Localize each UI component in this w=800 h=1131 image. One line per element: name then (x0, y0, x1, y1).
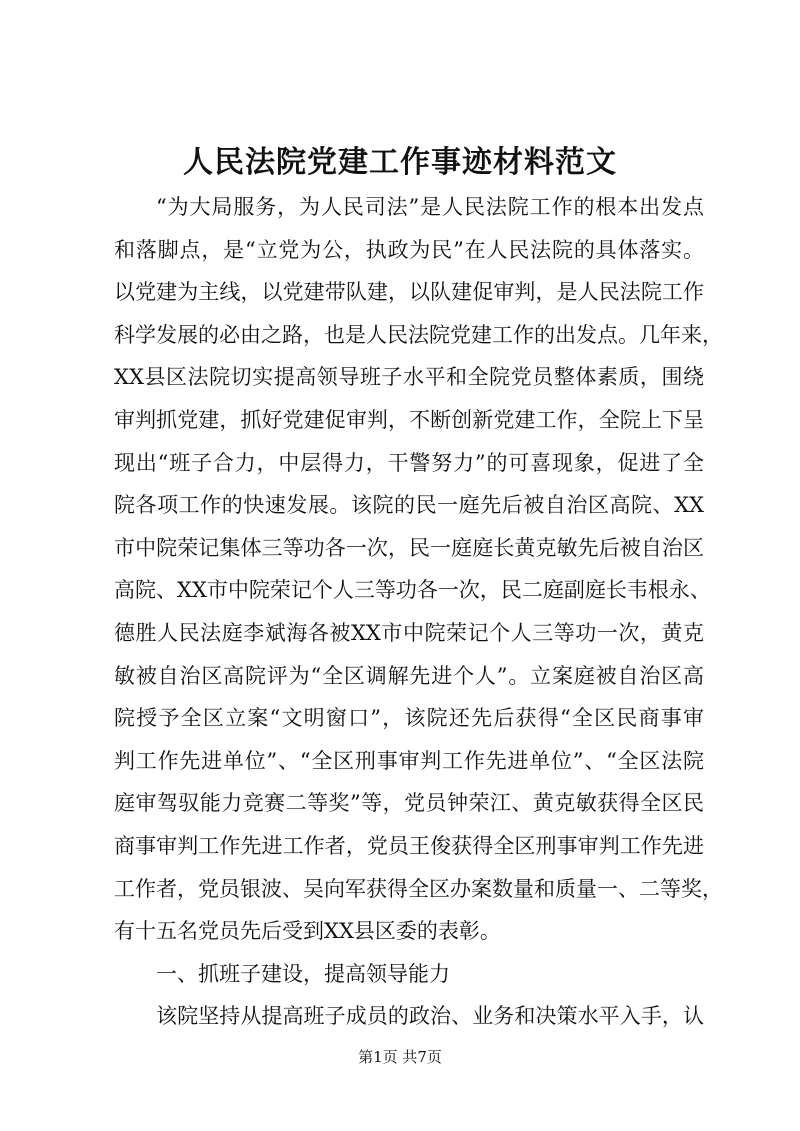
page-indicator: 第1页 共7页 (358, 1048, 442, 1066)
paragraph-line: “为大局服务，为人民司法”是人民法院工作的根本出发点 (156, 195, 704, 219)
paragraph-line: 商事审判工作先进工作者，党员王俊获得全区刑事审判工作先进 (114, 833, 704, 858)
paragraph-line: 科学发展的必由之路，也是人民法院党建工作的出发点。几年来， (114, 322, 723, 347)
paragraph-line: 德胜人民法庭李斌海各被XX市中院荣记个人三等功一次，黄克 (114, 620, 704, 645)
paragraph-line: 和落脚点，是“立党为公，执政为民”在人民法院的具体落实。 (114, 237, 704, 262)
paragraph-line: XX县区法院切实提高领导班子水平和全院党员整体素质，围绕 (114, 365, 704, 390)
section-heading: 一、抓班子建设，提高领导能力 (156, 961, 450, 986)
paragraph-line: 以党建为主线，以党建带队建，以队建促审判，是人民法院工作 (114, 280, 704, 305)
paragraph-line: 高院、XX市中院荣记个人三等功各一次，民二庭副庭长韦根永、 (114, 578, 711, 603)
paragraph-line: 有十五名党员先后受到XX县区委的表彰。 (114, 919, 501, 944)
paragraph-line: 工作者，党员银波、吴向军获得全区办案数量和质量一、二等奖， (114, 876, 723, 901)
paragraph-line: 院各项工作的快速发展。该院的民一庭先后被自治区高院、XX (114, 493, 704, 518)
paragraph-line: 现出“班子合力，中层得力，干警努力”的可喜现象，促进了全 (114, 450, 704, 475)
document-title: 人民法院党建工作事迹材料范文 (183, 145, 617, 180)
paragraph-line: 庭审驾驭能力竞赛二等奖”等，党员钟荣江、黄克敏获得全区民 (114, 791, 704, 816)
paragraph-line: 审判抓党建，抓好党建促审判，不断创新党建工作，全院上下呈 (114, 407, 704, 432)
paragraph-line: 市中院荣记集体三等功各一次，民一庭庭长黄克敏先后被自治区 (114, 535, 704, 560)
paragraph-line: 该院坚持从提高班子成员的政治、业务和决策水平入手，认 (156, 1004, 704, 1029)
document-body (114, 186, 723, 1038)
paragraph-line: 判工作先进单位”、“全区刑事审判工作先进单位”、“全区法院 (114, 748, 704, 773)
paragraph-line: 院授予全区立案“文明窗口”，该院还先后获得“全区民商事审 (114, 706, 704, 731)
paragraph-line: 敏被自治区高院评为“全区调解先进个人”。立案庭被自治区高 (114, 663, 704, 688)
